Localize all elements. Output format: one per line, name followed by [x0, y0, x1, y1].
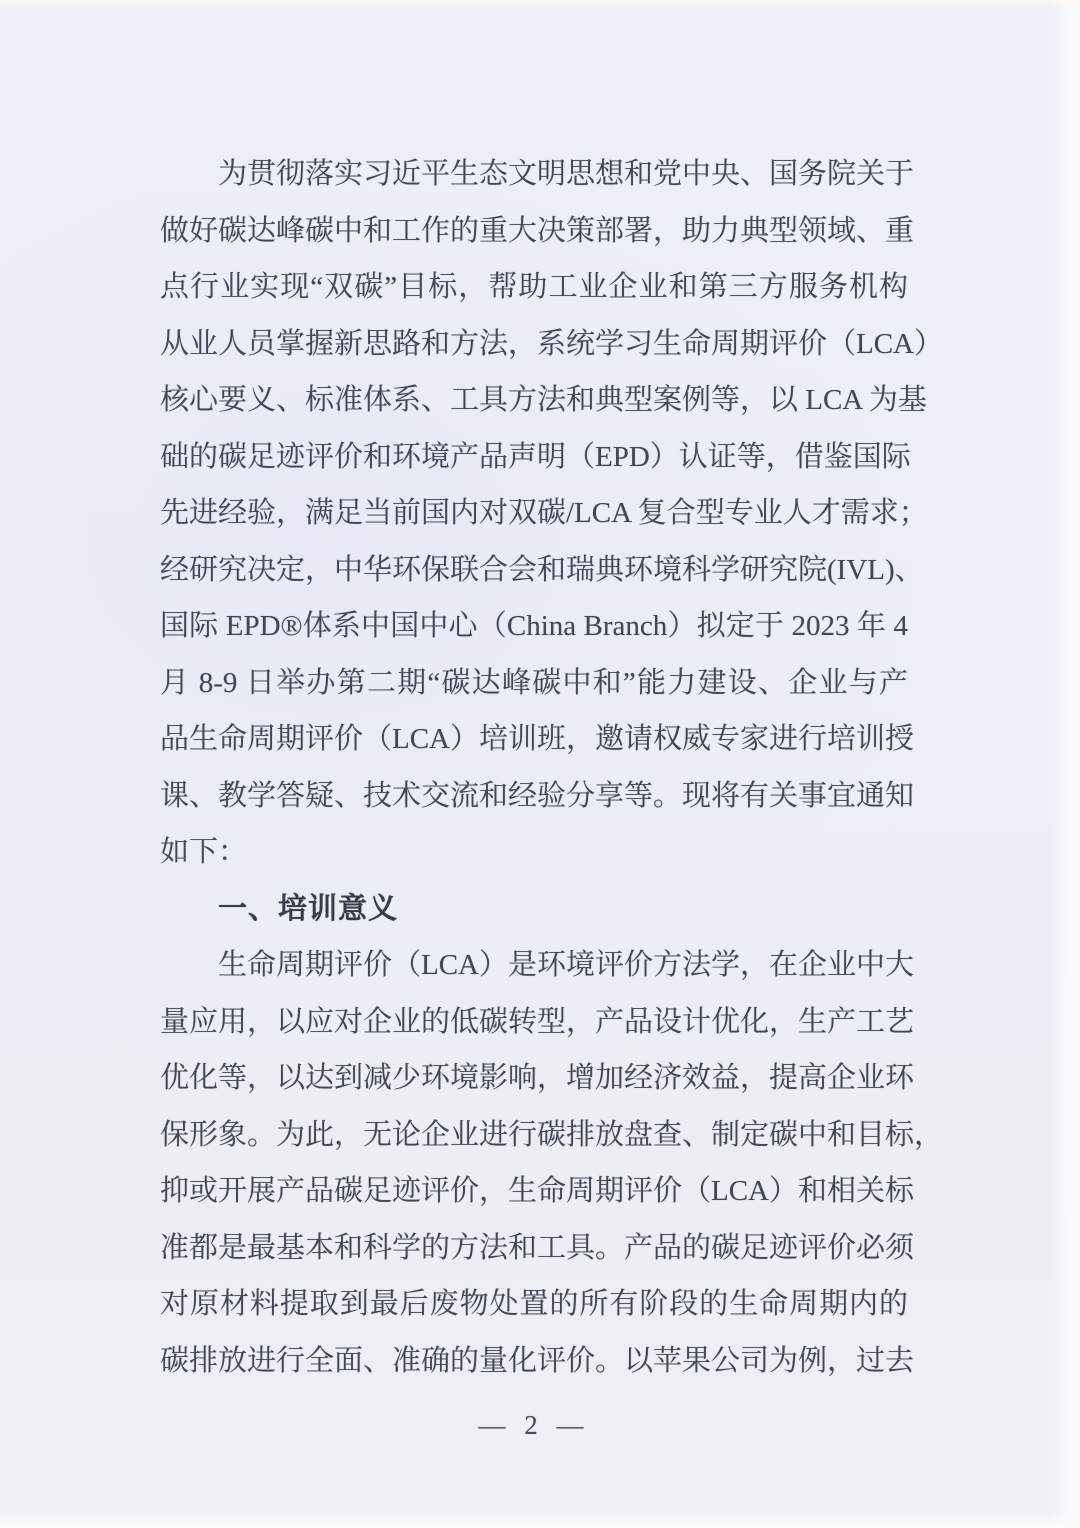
document-body [160, 146, 944, 1447]
text-line: 经研究决定，中华环保联合会和瑞典环境科学研究院(IVL)、 [160, 553, 924, 586]
text-line: 生命周期评价（LCA）是环境评价方法学，在企业中大 [218, 949, 915, 981]
text-line: 准都是最基本和科学的方法和工具。产品的碳足迹评价必须 [160, 1231, 915, 1264]
text-line: 品生命周期评价（LCA）培训班，邀请权威专家进行培训授 [160, 723, 915, 755]
text-line: 课、教学答疑、技术交流和经验分享等。现将有关事宜通知 [160, 779, 915, 812]
training-significance-paragraph [160, 937, 944, 1389]
text-line: 从业人员掌握新思路和方法，系统学习生命周期评价（LCA） [160, 327, 944, 360]
text-line: 优化等，以达到减少环境影响，增加经济效益，提高企业环 [160, 1062, 915, 1094]
text-line: 做好碳达峰碳中和工作的重大决策部署，助力典型领域、重 [160, 214, 915, 247]
text-line: 抑或开展产品碳足迹评价，生命周期评价（LCA）和相关标 [160, 1175, 915, 1207]
text-line: 先进经验，满足当前国内对双碳/LCA 复合型专业人才需求； [160, 497, 928, 529]
text-line: 国际 EPD®体系中国中心（China Branch）拟定于 2023 年 4 [160, 610, 908, 642]
text-line: 月 8-9 日举办第二期“碳达峰碳中和”能力建设、企业与产 [160, 666, 908, 699]
intro-paragraph [160, 146, 944, 881]
text-line: 点行业实现“双碳”目标，帮助工业企业和第三方服务机构 [160, 271, 908, 303]
page-number: — 2 — [478, 1410, 590, 1440]
text-line: 如下： [160, 836, 248, 868]
section-heading-training-significance: 一、培训意义 [218, 892, 399, 925]
text-line: 核心要义、标准体系、工具方法和典型案例等，以 LCA 为基 [160, 384, 927, 416]
text-line: 对原材料提取到最后废物处置的所有阶段的生命周期内的 [160, 1288, 908, 1320]
text-line: 保形象。为此，无论企业进行碳排放盘查、制定碳中和目标， [160, 1118, 944, 1151]
text-line: 碳排放进行全面、准确的量化评价。以苹果公司为例，过去 [160, 1344, 915, 1377]
text-line: 量应用，以应对企业的低碳转型，产品设计优化，生产工艺 [160, 1005, 915, 1038]
text-line: 础的碳足迹评价和环境产品声明（EPD）认证等，借鉴国际 [160, 440, 911, 473]
text-line: 为贯彻落实习近平生态文明思想和党中央、国务院关于 [218, 158, 915, 190]
